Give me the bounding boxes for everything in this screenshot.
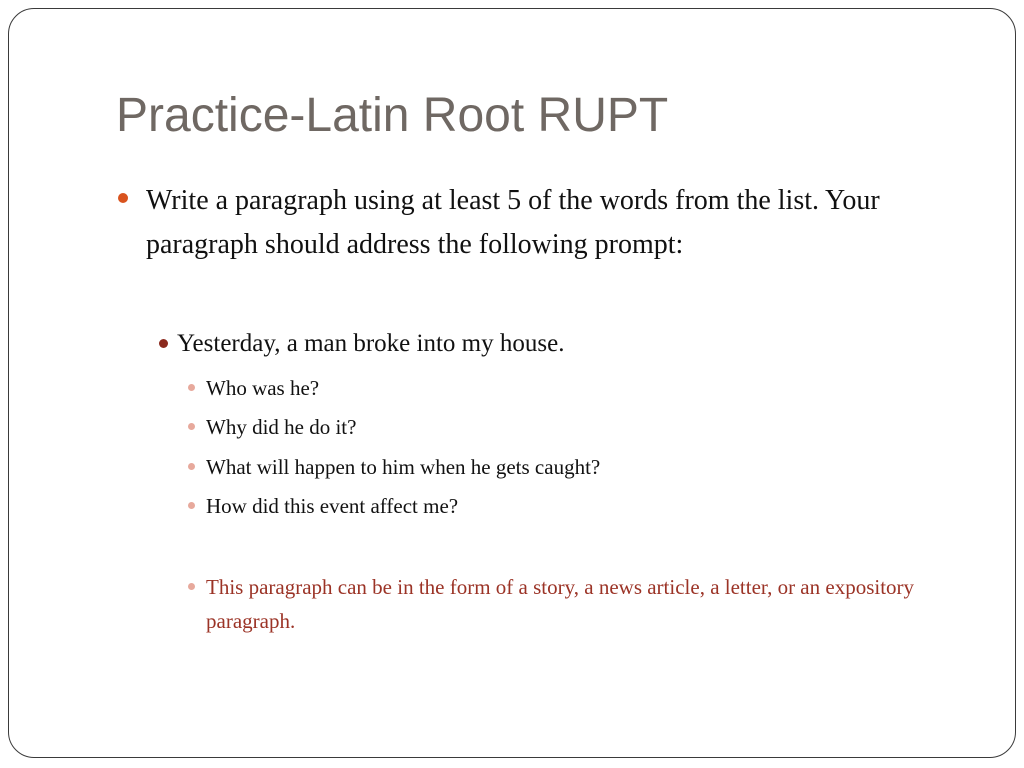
note-text: This paragraph can be in the form of a story, a news article, a letter, or an expository paragraph.	[206, 575, 915, 633]
question-bullet	[206, 450, 976, 484]
question-bullet	[206, 410, 976, 444]
slide	[8, 8, 1016, 758]
question-text: What will happen to him when he gets caught?	[206, 455, 601, 479]
prompt-bullet	[177, 327, 977, 361]
note-bullet	[206, 570, 966, 638]
bullet-dot-icon	[188, 423, 195, 430]
question-text: How did this event affect me?	[206, 494, 459, 518]
question-bullet	[206, 371, 976, 405]
bullet-dot-icon	[188, 502, 195, 509]
question-text: Why did he do it?	[206, 415, 357, 439]
bullet-dot-icon	[159, 339, 168, 348]
instruction-text: Write a paragraph using at least 5 of the words from the list. Your paragraph should address the following prompt:	[146, 185, 880, 260]
slide-title: Practice-Latin Root RUPT	[116, 89, 669, 142]
question-bullet	[206, 489, 976, 523]
prompt-text: Yesterday, a man broke into my house.	[177, 330, 565, 357]
bullet-dot-icon	[118, 193, 128, 203]
bullet-dot-icon	[188, 583, 195, 590]
instruction-bullet	[146, 179, 976, 267]
question-text: Who was he?	[206, 376, 320, 400]
bullet-dot-icon	[188, 384, 195, 391]
bullet-dot-icon	[188, 463, 195, 470]
